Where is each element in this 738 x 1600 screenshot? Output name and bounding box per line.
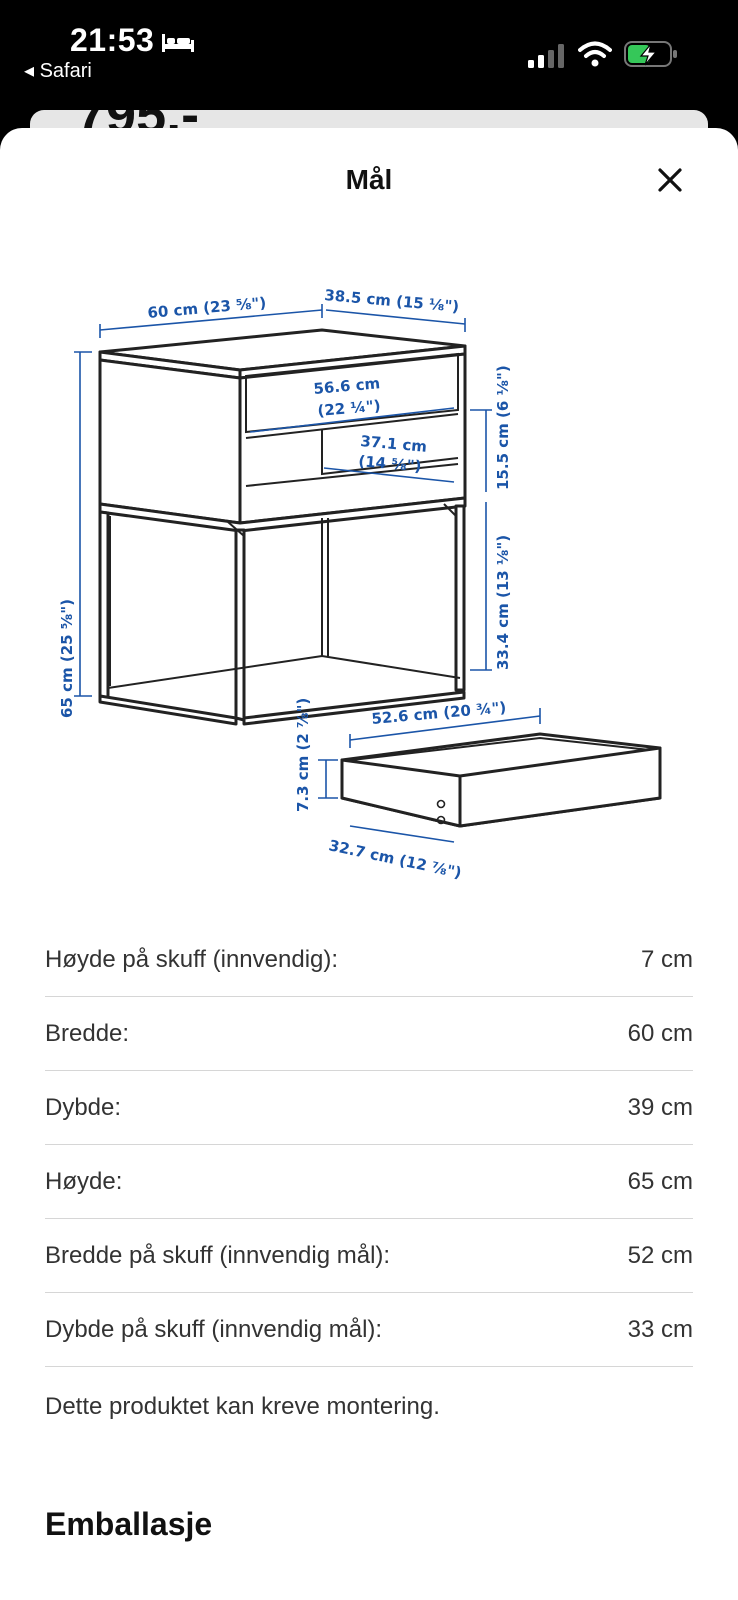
dimensions-sheet: [0, 128, 738, 1600]
bed-icon: [160, 30, 196, 54]
table-row: [45, 1219, 693, 1293]
assembly-note: Dette produktet kan kreve montering.: [45, 1393, 440, 1420]
table-row: [45, 1293, 693, 1367]
wifi-icon: [578, 40, 612, 68]
nightstand-drawing: [100, 330, 465, 724]
table-row: [45, 923, 693, 997]
row-label: Bredde på skuff (innvendig mål):: [45, 1241, 391, 1269]
dim-shelf-depth-label: 37.1 cm: [359, 432, 428, 456]
row-value: 65 cm: [627, 1167, 693, 1195]
row-label: Høyde på skuff (innvendig):: [45, 945, 339, 973]
dim-drawer-height-label: 7.3 cm (2 ⅞"): [294, 697, 312, 812]
row-value: 7 cm: [640, 945, 693, 973]
dim-inner-width-label: 56.6 cm: [312, 374, 381, 398]
row-value: 52 cm: [627, 1241, 693, 1269]
row-label: Bredde:: [45, 1019, 130, 1047]
drawer-drawing: [342, 734, 660, 826]
dim-width-label: 60 cm (23 ⅝"): [146, 293, 267, 322]
dim-drawer-depth-label: 32.7 cm (12 ⅞"): [327, 836, 464, 883]
back-to-safari-link[interactable]: ◂ Safari: [24, 60, 92, 82]
dim-depth-label: 38.5 cm (15 ⅛"): [323, 286, 460, 316]
dim-drawer-width-label: 52.6 cm (20 ¾"): [370, 698, 507, 728]
signal-icon: [528, 44, 568, 68]
dim-lower-height-label: 33.4 cm (13 ⅛"): [494, 534, 512, 670]
status-time: 21:53: [70, 22, 155, 58]
row-value: 60 cm: [627, 1019, 693, 1047]
sheet-title: Mål: [345, 164, 393, 195]
product-dimension-diagram: [40, 278, 700, 898]
dim-drawer-opening-label: 15.5 cm (6 ⅛"): [494, 365, 512, 490]
battery-charging-icon: [624, 40, 678, 68]
dim-height-label: 65 cm (25 ⅝"): [58, 599, 76, 718]
status-bar: [0, 0, 738, 110]
row-label: Høyde:: [45, 1167, 123, 1195]
row-label: Dybde på skuff (innvendig mål):: [45, 1315, 383, 1343]
table-row: [45, 997, 693, 1071]
close-icon[interactable]: [648, 158, 692, 202]
dim-inner-width-in-label: (22 ¼"): [316, 396, 382, 420]
table-row: [45, 1145, 693, 1219]
table-row: [45, 1071, 693, 1145]
dimensions-table: [45, 923, 693, 1367]
row-value: 39 cm: [627, 1093, 693, 1121]
row-label: Dybde:: [45, 1093, 122, 1121]
packaging-heading[interactable]: Emballasje: [45, 1506, 213, 1542]
row-value: 33 cm: [627, 1315, 693, 1343]
dim-shelf-depth-in-label: (14 ⅝"): [357, 452, 423, 476]
